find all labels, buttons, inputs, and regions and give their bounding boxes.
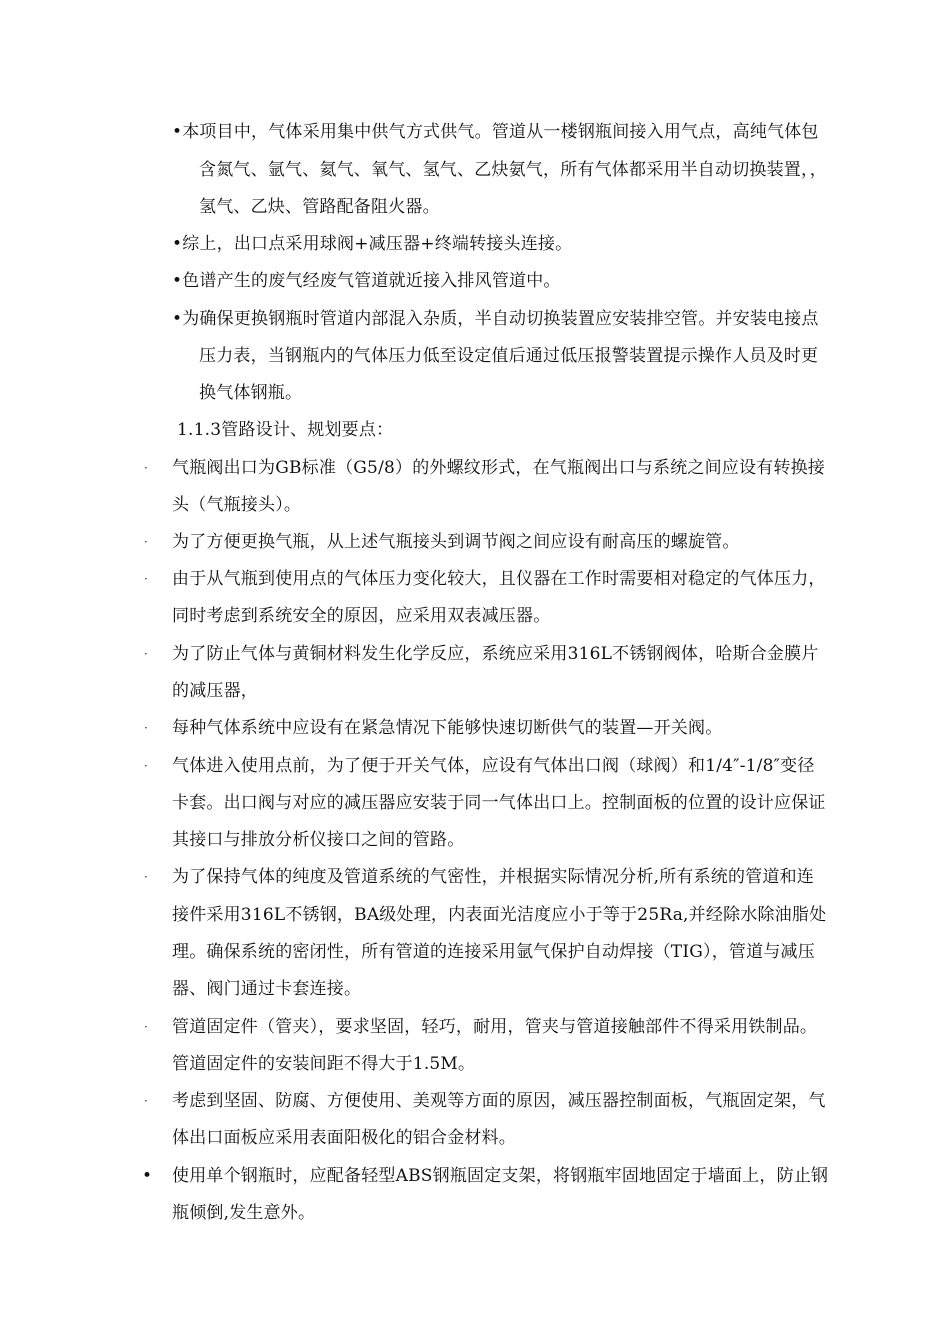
intro-bullet-4-line-3: 换气体钢瓶。 <box>199 383 303 403</box>
list-marker: · <box>144 870 148 884</box>
intro-bullet-1-line-2: 含氮气、氩气、氦气、氧气、氢气、乙炔氨气，所有气体都采用半自动切换装置，， <box>199 160 827 180</box>
list-marker: · <box>144 461 148 475</box>
list-item-6-line-2: 卡套。出口阀与对应的减压器应安装于同一气体出口上。控制面板的位置的设计应保证 <box>172 793 826 813</box>
intro-bullet-4-line-2: 压力表，当钢瓶内的气体压力低至设定值后通过低压报警装置提示操作人员及时更 <box>199 346 819 366</box>
list-item-4-line-2: 的减压器， <box>172 681 258 701</box>
intro-bullet-1-line-3: 氢气、乙炔、管路配备阻火器。 <box>199 197 440 217</box>
list-item-1-line-1: 气瓶阀出口为GB标准（G5/8）的外螺纹形式，在气瓶阀出口与系统之间应设有转换接 <box>172 458 826 478</box>
list-marker: · <box>144 1094 148 1108</box>
list-item-9-line-2: 体出口面板应采用表面阳极化的铝合金材料。 <box>172 1128 516 1148</box>
list-marker: · <box>144 721 148 735</box>
list-marker: · <box>144 1020 148 1034</box>
list-item-3-line-1: 由于从气瓶到使用点的气体压力变化较大，且仪器在工作时需要相对稳定的气体压力， <box>172 569 826 589</box>
list-marker: · <box>144 647 148 661</box>
list-item-6-line-1: 气体进入使用点前，为了便于开关气体，应设有气体出口阀（球阀）和1/4″-1/8″变径 <box>172 756 815 776</box>
list-item-4-line-1: 为了防止气体与黄铜材料发生化学反应，系统应采用316L不锈钢阀体，哈斯合金膜片 <box>172 644 819 664</box>
list-marker: · <box>144 535 148 549</box>
intro-bullet-2-line-1: •综上，出口点采用球阀+减压器+终端转接头连接。 <box>172 234 573 254</box>
list-item-7-line-1: 为了保持气体的纯度及管道系统的气密性，并根据实际情况分析,所有系统的管道和连 <box>172 867 815 887</box>
list-item-1-line-2: 头（气瓶接头）。 <box>172 495 302 515</box>
list-item-7-line-4: 器、阀门通过卡套连接。 <box>172 979 362 999</box>
list-item-5-line-1: 每种气体系统中应设有在紧急情况下能够快速切断供气的装置—开关阀。 <box>172 718 723 738</box>
list-item-9-line-1: 考虑到坚固、防腐、方便使用、美观等方面的原因，减压器控制面板，气瓶固定架，气 <box>172 1091 826 1111</box>
list-item-3-line-2: 同时考虑到系统安全的原因，应采用双表减压器。 <box>172 606 551 626</box>
list-item-10-line-2: 瓶倾倒,发生意外。 <box>172 1203 316 1223</box>
list-item-8-line-2: 管道固定件的安装间距不得大于1.5M。 <box>172 1054 476 1074</box>
list-item-7-line-2: 接件采用316L不锈钢，BA级处理，内表面光洁度应小于等于25Ra,并经除水除油脂处 <box>172 905 827 925</box>
list-item-10-line-1: 使用单个钢瓶时，应配备轻型ABS钢瓶固定支架，将钢瓶牢固地固定于墙面上，防止钢 <box>172 1166 829 1186</box>
list-marker-bullet: • <box>142 1166 153 1186</box>
list-item-8-line-1: 管道固定件（管夹），要求坚固，轻巧，耐用，管夹与管道接触部件不得采用铁制品。 <box>172 1017 818 1037</box>
section-heading: 1.1.3管路设计、规划要点： <box>177 420 394 440</box>
list-item-6-line-3: 其接口与排放分析仪接口之间的管路。 <box>172 830 465 850</box>
list-marker: · <box>144 572 148 586</box>
list-marker: · <box>144 759 148 773</box>
intro-bullet-1-line-1: •本项目中，气体采用集中供气方式供气。管道从一楼钢瓶间接入用气点，高纯气体包 <box>172 122 819 142</box>
list-item-2-line-1: 为了方便更换气瓶，从上述气瓶接头到调节阀之间应设有耐高压的螺旋管。 <box>172 532 740 552</box>
intro-bullet-3-line-1: •色谱产生的废气经废气管道就近接入排风管道中。 <box>172 271 561 291</box>
intro-bullet-4-line-1: •为确保更换钢瓶时管道内部混入杂质，半自动切换装置应安装排空管。并安装电接点 <box>172 309 819 329</box>
list-item-7-line-3: 理。确保系统的密闭性，所有管道的连接采用氩气保护自动焊接（TIG），管道与减压 <box>172 942 815 962</box>
